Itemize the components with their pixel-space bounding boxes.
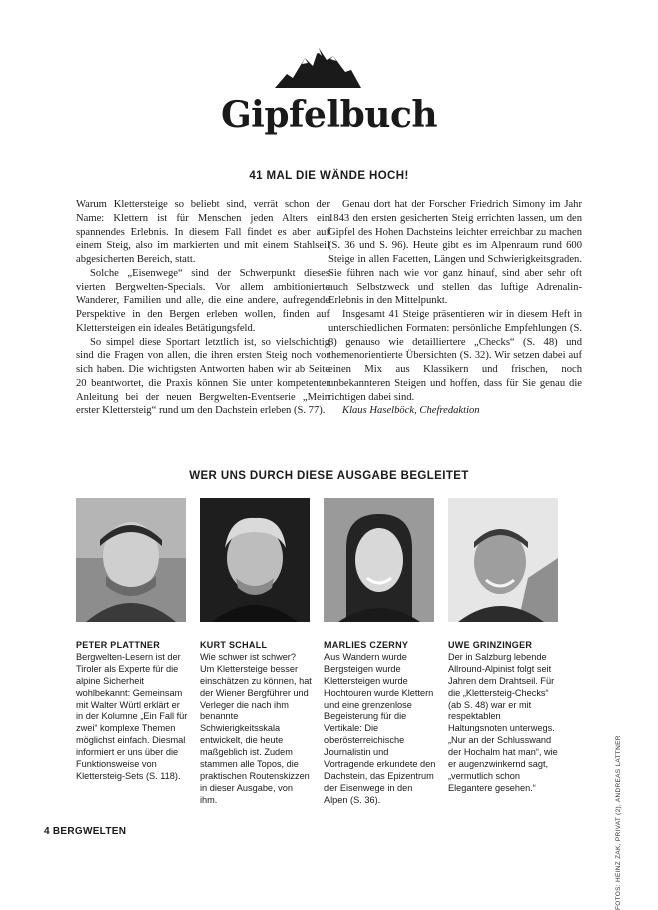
editorial-left-column	[76, 198, 330, 418]
editorial-paragraph: Genau dort hat der Forscher Friedrich Simony im Jahr 1843 den ersten gesicherten Steig errichten lassen, um den Gipfel des Hohen Dachsteins leichter erreichbar zu machen (S. 36 und S. 96). Heute gibt es im Alpenraum rund 600 Steige in allen Facetten, Längen und Schwierigkeitsgraden. Sie führen nach wie vor ganz hinauf, sind aber sehr oft auch Selbstzweck und stellen das luftige Adrenalin-Erlebnis in den Mittelpunkt.	[328, 199, 582, 307]
editorial-paragraph: So simpel diese Sportart letztlich ist, so vielschichtig sind die Fragen von allen, die ihren ersten Steig noch vor sich haben. Die wichtigsten Antworten haben wir ab Seite 20 beantwortet, die Praxis können Sie unter kompetenter Anleitung bei der neuen Bergwelten-Eventserie „Mein erster Klettersteig“ rund um den Dachstein erleben (S. 77).	[76, 336, 330, 417]
contributors-headline: WER UNS DURCH DIESE AUSGABE BEGLEITET	[189, 470, 469, 482]
contributor-text: Wie schwer ist schwer? Um Klettersteige besser einschätzen zu können, hat der Wiener Bergführer und Verleger die nach ihm benannte Schwierigkeitsskala entwickelt, die heute maßgeblich ist. Zudem stammen alle Topos, die praktischen Routenskizzen in dieser Ausgabe, von ihm.	[200, 651, 312, 805]
mountain-logo-icon	[275, 44, 361, 90]
portrait-photo	[200, 498, 310, 622]
page-title: Gipfelbuch	[220, 94, 438, 136]
editorial-paragraph: Insgesamt 41 Steige präsentieren wir in diesem Heft in unterschiedlichen Formaten: persönliche Empfehlungen (S. 8) genauso wie detailliertere „Checks“ (S. 48) und themenorientierte Übersichten (S. 32). Wir setzen dabei auf einen Mix aus Klassikern und frischen, noch unbekannteren Steigen und hoffen, dass für Sie genau die richtigen dabei sind.	[328, 309, 582, 403]
contributor-text: Der in Salzburg lebende Allround-Alpinist folgt seit Jahren dem Drahtseil. Für die „Klettersteig-Checks“ (ab S. 48) war er mit respektablen Haltungsnoten unterwegs. „Nur an der Schlusswand der Hochalm hat man“, wie er augenzwinkernd sagt, „vermutlich schon Elegantere gesehen.“	[448, 651, 558, 793]
editorial-paragraph: Warum Klettersteige so beliebt sind, verrät schon der Name: Klettern ist für Menschen jeden Alters ein spannendes Erlebnis. In diesem Fall findet es aber auf einem Steig, also im markierten und mit einem Stahlseil abgesicherten Bereich, statt.	[76, 199, 330, 265]
contributor-bio	[76, 640, 188, 783]
portrait-photo	[76, 498, 186, 622]
contributor-text: Aus Wandern wurde Bergsteigen wurde Klettersteigen wurde Hochtouren wurde Klettern und eine grenzenlose Begeisterung für die Vertikale: Die oberösterreichische Journalistin und Vortragende erkundete den Dachstein, das Epizentrum der Eisenwege in den Alpen (S. 36).	[324, 651, 436, 805]
contributor-name: MARLIES CZERNY	[324, 640, 409, 650]
contributor-name: KURT SCHALL	[200, 640, 268, 650]
portrait-photo	[324, 498, 434, 622]
contributor-bio	[200, 640, 312, 807]
contributor-name: PETER PLATTNER	[76, 640, 161, 650]
editorial-right-column	[328, 198, 582, 418]
page-number: 4	[44, 826, 50, 837]
page-footer	[44, 826, 126, 837]
footer-brand: BERGWELTEN	[52, 826, 127, 837]
contributor-bio	[324, 640, 436, 807]
contributor-name: UWE GRINZINGER	[448, 640, 533, 650]
editorial-signature: Klaus Haselböck, Chefredaktion	[342, 405, 480, 417]
contributor-bio	[448, 640, 560, 795]
photo-credit: FOTOS: HEINZ ZAK, PRIVAT (2), ANDREAS LATTNER	[615, 735, 622, 910]
editorial-headline: 41 MAL DIE WÄNDE HOCH!	[249, 170, 409, 182]
portrait-photo	[448, 498, 558, 622]
editorial-paragraph: Solche „Eisenwege“ sind der Schwerpunkt dieses vierten Bergwelten-Specials. Vor allem ambitionierte Wanderer, Familien und alle, die eine andere, aufregende Perspektive in den Bergen erleben wollen, finden auf Klettersteigen ein ideales Betätigungsfeld.	[76, 267, 330, 334]
contributor-text: Bergwelten-Lesern ist der Tiroler als Experte für die alpine Sicherheit wohlbekannt: Gemeinsam mit Walter Würtl erklärt er in der Kolumne „Ein Fall für zwei“ komplexe Themen möglichst einfach. Diesmal informiert er uns über die Funktionsweise von Klettersteig-Sets (S. 118).	[76, 651, 188, 781]
